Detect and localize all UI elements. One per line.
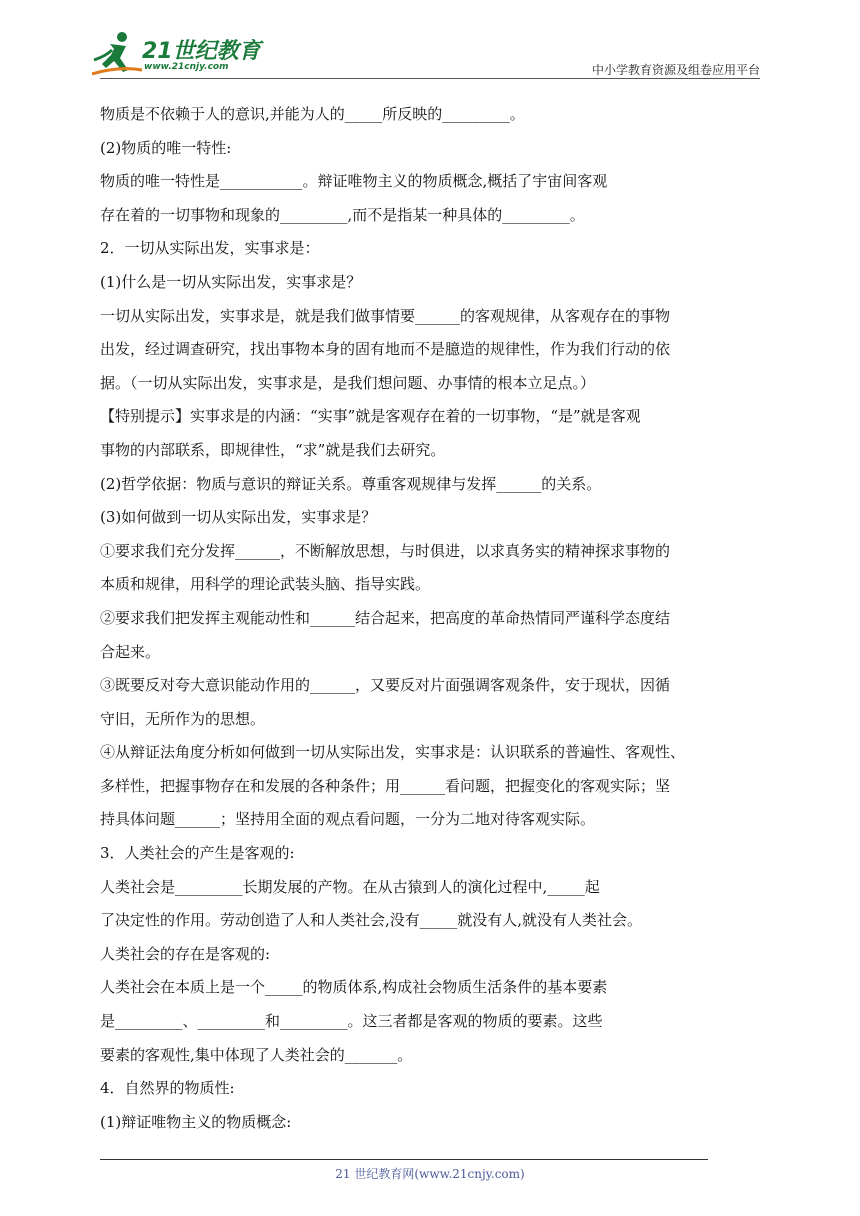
text-line: 事物的内部联系，即规律性，“求”就是我们去研究。 <box>100 440 446 459</box>
text-line: 人类社会的存在是客观的: <box>100 944 271 963</box>
text-line: 出发，经过调查研究，找出事物本身的固有地而不是臆造的规律性，作为我们行动的依 <box>100 340 671 359</box>
logo-url: www.21cnjy.com <box>144 62 229 72</box>
footer-divider <box>100 1159 708 1160</box>
platform-name: 中小学教育资源及组卷应用平台 <box>591 63 760 77</box>
text-line: 【特别提示】实事求是的内涵：“实事”就是客观存在着的一切事物，“是”就是客观 <box>100 407 641 426</box>
section-heading: 4．自然界的物质性: <box>100 1079 235 1098</box>
text-line: 据。（一切从实际出发，实事求是，是我们想问题、办事情的根本立足点。） <box>100 373 596 392</box>
text-line: (3)如何做到一切从实际出发，实事求是？ <box>100 508 377 527</box>
text-line: 本质和规律，用科学的理论武装头脑、指导实践。 <box>100 575 431 594</box>
text-line: 守旧，无所作为的思想。 <box>100 709 266 728</box>
text-line: 合起来。 <box>100 642 161 661</box>
text-line: 是_________、_________和_________。这三者都是客观的物质的要素。这些 <box>100 1012 603 1031</box>
text-line: 人类社会是_________长期发展的产物。在从古猿到人的演化过程中,_____起 <box>100 877 600 896</box>
text-line: (2)哲学依据：物质与意识的辩证关系。尊重客观规律与发挥______的关系。 <box>100 474 602 493</box>
text-line: 持具体问题______；坚持用全面的观点看问题，一分为二地对待客观实际。 <box>100 810 596 829</box>
text-line: (1)什么是一切从实际出发，实事求是？ <box>100 272 362 291</box>
document-body <box>100 98 762 1139</box>
logo-text: 21世纪教育 <box>142 39 261 64</box>
text-line: 存在着的一切事物和现象的_________,而不是指某一种具体的_________。 <box>100 205 585 224</box>
header-divider <box>100 78 760 79</box>
text-line: 了决定性的作用。劳动创造了人和人类社会,没有_____就没有人,就没有人类社会。 <box>100 911 643 930</box>
text-line: ③既要反对夸大意识能动作用的______，又要反对片面强调客观条件，安于现状，因循 <box>100 676 671 695</box>
text-line: ①要求我们充分发挥______，不断解放思想，与时俱进，以求真务实的精神探求事物的 <box>100 541 671 560</box>
text-line: 要素的客观性,集中体现了人类社会的_______。 <box>100 1045 413 1064</box>
text-line: ②要求我们把发挥主观能动性和______结合起来，把高度的革命热情同严谨科学态度结 <box>100 608 671 627</box>
page-header <box>0 0 860 80</box>
text-line: 人类社会在本质上是一个_____的物质体系,构成社会物质生活条件的基本要素 <box>100 978 608 997</box>
text-line: ④从辩证法角度分析如何做到一切从实际出发，实事求是：认识联系的普遍性、客观性、 <box>100 743 686 762</box>
section-heading: 2．一切从实际出发，实事求是： <box>100 239 320 258</box>
runner-logo-icon <box>92 30 144 76</box>
text-line: 多样性，把握事物存在和发展的各种条件；用______看问题，把握变化的客观实际；坚 <box>100 776 671 795</box>
page-footer: 21 世纪教育网(www.21cnjy.com) <box>335 1167 525 1181</box>
text-line: 物质的唯一特性是___________。辩证唯物主义的物质概念,概括了宇宙间客观 <box>100 172 608 191</box>
section-heading: 3．人类社会的产生是客观的: <box>100 844 295 863</box>
site-logo <box>92 30 262 78</box>
text-line: 物质是不依赖于人的意识,并能为人的_____所反映的_________。 <box>100 105 525 123</box>
text-line: (2)物质的唯一特性: <box>100 138 232 157</box>
text-line: 一切从实际出发，实事求是，就是我们做事情要______的客观规律，从客观存在的事物 <box>100 306 671 325</box>
text-line: (1)辩证唯物主义的物质概念: <box>100 1112 292 1131</box>
